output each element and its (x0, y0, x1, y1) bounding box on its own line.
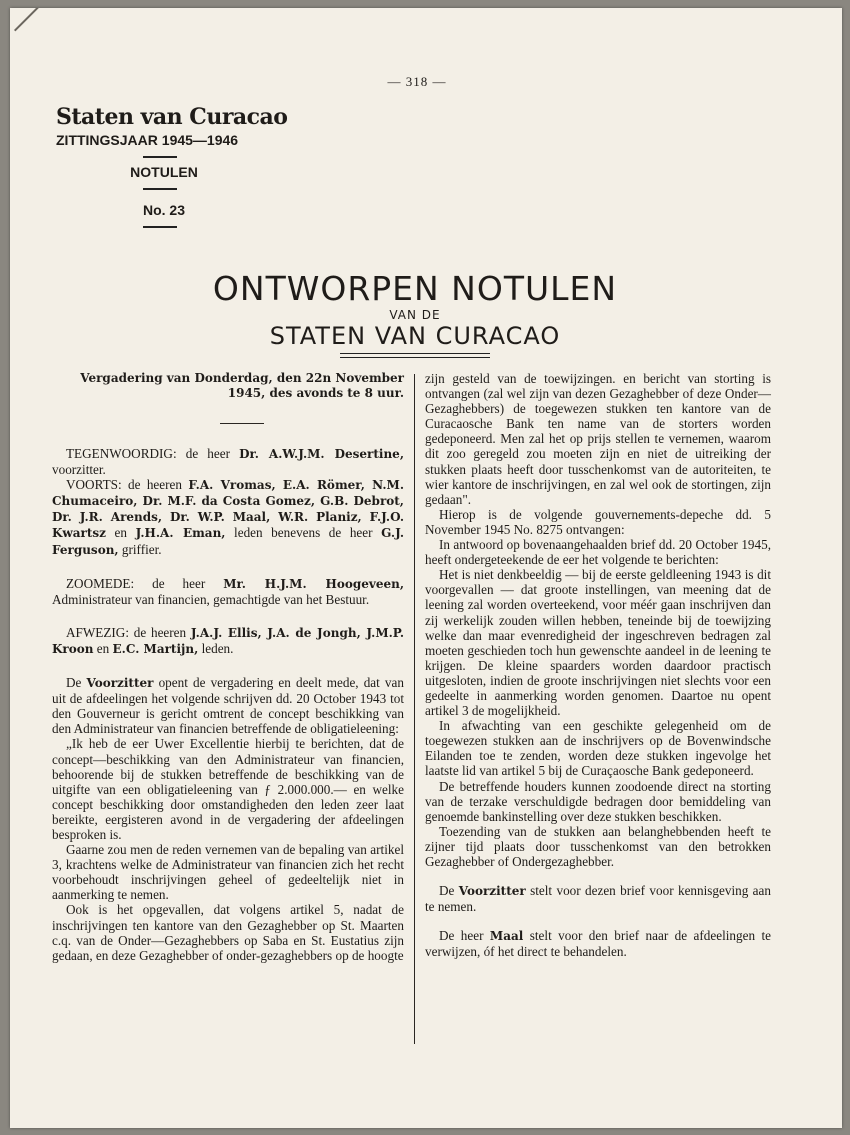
title-line-2: VAN DE (389, 308, 441, 322)
absent-names-2: E.C. Martijn, (112, 641, 199, 656)
chair-name: Dr. A.W.J.M. Desertine, (239, 447, 404, 461)
administrator-name: Mr. H.J.M. Hoogeveen, (223, 576, 405, 591)
paragraph: Het is niet denkbeeldig — bij de eerste geldleening 1943 is dit voorgevallen — dat groote instellingen, van meening dat de leening zal worden overteekend, voor méér gaan inschrijven dan zij werkelijk zouden willen hebben, teneinde bij de toewijzing welke dan maar evenredigheid der ingeschreven bedragen zal moeten geschieden toch hun gewenschte aandeel in de leening te krijgen. De kleine spaarders worden daardoor practisch uitgesloten, indien de groote inschrijvingen niet slechts voor een gedeelte in aanmerking worden genomen. Daartoe nu opent artikel 3 de mogelijkheid. (425, 567, 771, 719)
text-run: de heeren (129, 624, 191, 640)
title-line-1: ONTWORPEN NOTULEN (212, 269, 618, 308)
absent-names: J.A.J. Ellis, J.A. de Jongh, J.M.P. Kroon (52, 625, 404, 656)
spacer (425, 914, 771, 928)
paragraph: Gaarne zou men de reden vernemen van de bepaling van artikel 3, krachtens welke de Administrateur van financien zich het recht voorbehoudt inschrijvingen geheel of gedeeltelijk niet in aanmerking te nemen. (52, 842, 404, 903)
text-run: stelt voor den brief naar de afdeelingen te verwijzen, óf het direct te behandelen. (425, 928, 771, 960)
masthead-rule-3 (143, 226, 177, 228)
text-run: opent de vergadering en deelt mede, dat van uit de afdeelingen het volgende schrijven dd. 20 October 1943 tot den Gouverneur is gericht omtrent de concept beschikking van den Administrateur van financien betreffende de obligatieleening: (52, 675, 404, 737)
pencil-mark (14, 8, 45, 31)
masthead-rule (143, 156, 177, 158)
text-run: De (439, 883, 459, 899)
text-run: Administrateur van financien, gemachtigde van het Bestuur. (52, 591, 370, 607)
member-names-2: J.H.A. Eman, (135, 526, 226, 541)
spacer (425, 869, 771, 883)
zoomede-label: ZOOMEDE: (66, 575, 135, 591)
paragraph: De betreffende houders kunnen zoodoende direct na storting van de terzake verschuldigde bedragen door bemiddeling van genoemde bankinstelling over deze stukken beschikken. (425, 778, 771, 824)
text-run: en (105, 525, 136, 541)
present-label: TEGENWOORDIG: (66, 446, 177, 461)
document-page (10, 8, 842, 1128)
paragraph: Hierop is de volgende gouvernements-depeche dd. 5 November 1945 No. 8275 ontvangen: (425, 506, 771, 537)
spacer (52, 607, 404, 625)
paragraph (425, 883, 771, 914)
text-run: en (93, 640, 113, 656)
griffier-name: G.J. Ferguson, (52, 526, 405, 557)
afwezig-label: AFWEZIG: (66, 624, 129, 640)
paragraph: In afwachting van een geschikte gelegenheid om de toegewezen stukken aan de inschrijvers op de Bovenwindsche Eilanden toe te zenden, worden deze stukken ingevolge het laatste lid van artikel 5 bij de Curaçaosche Bank gedeponeerd. (425, 718, 771, 779)
chair-ref: Voorzitter (458, 884, 526, 899)
left-column (52, 371, 404, 963)
text-run: stelt voor dezen brief voor kennisgeving aan te nemen. (425, 883, 771, 915)
text-run: De (66, 675, 87, 691)
title-line-3: STATEN VAN CURACAO (269, 322, 561, 350)
chair-ref: Voorzitter (86, 676, 154, 691)
text-run: de heeren (121, 477, 189, 493)
section-rule (220, 423, 264, 424)
spacer (52, 558, 404, 576)
right-column (425, 371, 771, 959)
document-number: No. 23 (142, 202, 185, 218)
member-names: F.A. Vromas, E.A. Römer, N.M. Chumaceiro, Dr. M.F. da Costa Gomez, G.B. Debrot, Dr. J.R. Arends, Dr. W.P. Maal, W.R. Planiz, F.J.O. Kwartsz (52, 478, 404, 541)
paragraph (425, 928, 771, 959)
paragraph: zijn gesteld van de toewijzingen. en bericht van storting is ontvangen (zal wel zijn van dezen Gezaghebber of deze Onder—Gezaghebbers) de toegewezen stukken ten kantore van de Curacaosche Bank ten name van de storters worden gedeponeerd. Men zal het op prijs stellen te vernemen, waarom dit zoo geregeld zou moeten zijn en niet de uitreiking der stukken plaats heeft door tusschenkomst van de autoriteiten, te wier kantore de inschrijvingen, en zal wel ook de stortingen, zijn gedaan". (425, 371, 771, 507)
text-run: voorzitter. (52, 462, 106, 478)
text-run: leden benevens de heer (225, 525, 382, 541)
paragraph: „Ik heb de eer Uwer Excellentie hierbij te berichten, dat de concept—beschikking van den Administrateur van financien, behoorende bij de stukken betreffende de beschikking van de uitgifte van een obligatieleening van ƒ 2.000.000.— en welke concept beschikking door omstandigheden den leden zeer laat bereikte, eergisteren avond in de vergadering der afdeelingen besproken is. (52, 736, 404, 842)
attendance-voorts (52, 477, 404, 557)
document-title (210, 270, 620, 358)
attendance-absent (52, 625, 404, 657)
document-type: NOTULEN (130, 164, 198, 180)
text-run: de heer (176, 446, 240, 461)
attendance-present (52, 446, 404, 477)
member-ref: Maal (489, 929, 524, 944)
page-number: — 318 — (387, 74, 447, 89)
column-divider (414, 374, 415, 1044)
paragraph: Ook is het opgevallen, dat volgens artikel 5, nadat de inschrijvingen ten kantore van den Gezaghebber op St. Maarten c.q. van de Onder—Gezaghebbers op Saba en St. Eustatius zijn gedaan, en deze Gezaghebber of onder-gezaghebbers op de hoogte (52, 902, 404, 963)
paragraph: In antwoord op bovenaangehaalden brief dd. 20 October 1945, heeft ondergeteekende de eer het volgende te berichten: (425, 537, 771, 568)
text-run: leden. (198, 640, 234, 656)
title-rule (340, 353, 490, 358)
voorts-label: VOORTS: (66, 477, 122, 493)
meeting-heading: Vergadering van Donderdag, den 22n November 1945, des avonds te 8 uur. (80, 371, 404, 400)
paragraph (52, 675, 404, 736)
paragraph: Toezending van de stukken aan belanghebbenden heeft te zijner tijd plaats door tusschenkomst van den betrokken Gezaghebber of Ondergezaghebber. (425, 823, 771, 869)
text-run: De heer (439, 928, 490, 944)
text-run: de heer (134, 575, 224, 591)
masthead-rule-2 (143, 188, 177, 190)
attendance-zoomede (52, 576, 404, 607)
masthead (40, 104, 288, 234)
session-year: ZITTINGSJAAR 1945—1946 (56, 132, 239, 148)
spacer (52, 657, 404, 675)
text-run: griffier. (118, 541, 162, 557)
organization-name: Staten van Curacao (56, 104, 288, 130)
